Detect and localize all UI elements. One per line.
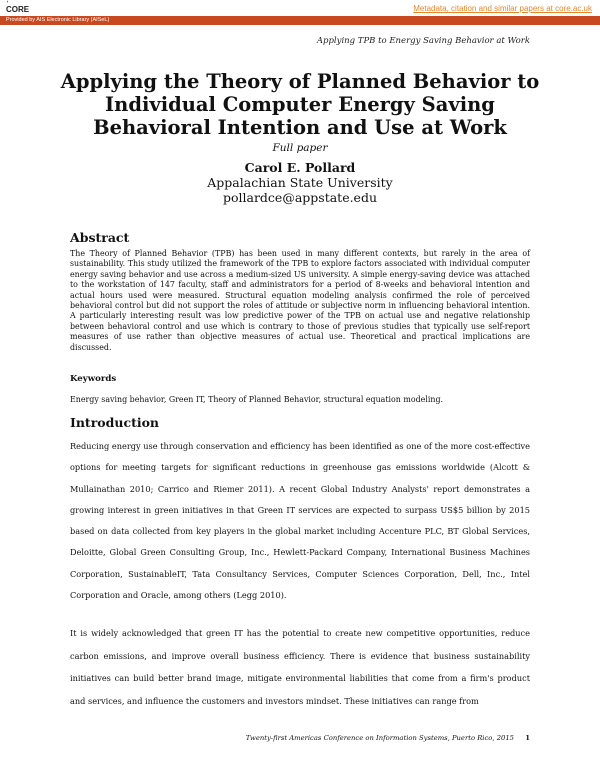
provided-by-banner: Provided by AIS Electronic Library (AISeL) bbox=[0, 16, 600, 25]
paper-type: Full paper bbox=[272, 142, 328, 154]
author-email: pollardce@appstate.edu bbox=[222, 190, 378, 205]
keywords-text: Energy saving behavior, Green IT, Theory of Planned Behavior, structural equation modeling. bbox=[70, 395, 444, 404]
core-metadata-link[interactable]: Metadata, citation and similar papers at core.ac.uk bbox=[413, 4, 592, 13]
keywords-heading: Keywords bbox=[70, 374, 117, 384]
intro-paragraph-2: It is widely acknowledged that green IT has the potential to create new competitive opportunities, reduce carbon emissions, and improve overall business efficiency. There is evidence that business sustainability initiatives can build better brand image, mitigate environmental liabilities that come from a firm's product and services, and influence the customers and investors mindset. These initiatives can range from bbox=[70, 628, 530, 706]
page-number: 1 bbox=[525, 734, 530, 742]
core-logo-text: CORE bbox=[6, 5, 30, 14]
core-header-bar bbox=[0, 0, 600, 16]
intro-paragraph-1: Reducing energy use through conservation and efficiency has been identified as one of the more cost-effective options for meeting targets for significant reductions in greenhouse gas emissions worldwide (Alcott & Mullainathan 2010; Carrico and Riemer 2011). A recent Global Industry Analysts' report demonstrates a growing interest in green initiatives in that Green IT services are expected to surpass US$5 billion by 2015 based on data collected from key players in the global market including Accenture PLC, BT Global Services, Deloitte, Global Green Consulting Group, Inc., Hewlett-Packard Company, International Business Machines Corporation, SustainableIT, Tata Consultancy Services, Computer Sciences Corporation, Dell, Inc., Intel Corporation and Oracle, among others (Legg 2010). bbox=[70, 441, 530, 601]
author-affiliation: Appalachian State University bbox=[207, 175, 393, 190]
footer-conference: Twenty-first Americas Conference on Information Systems, Puerto Rico, 2015 bbox=[245, 734, 514, 742]
author-name: Carol E. Pollard bbox=[244, 160, 356, 175]
core-logo[interactable] bbox=[6, 1, 29, 14]
paper-title: Applying the Theory of Planned Behavior to Individual Computer Energy Saving Behavioral Intention and Use at Work bbox=[60, 70, 540, 139]
abstract-heading: Abstract bbox=[70, 230, 130, 245]
abstract-text: The Theory of Planned Behavior (TPB) has been used in many different contexts, but rarely in the area of sustainability. This study utilized the framework of the TPB to explore factors associated with individual computer energy saving behavior and use across a medium-sized US university. A simple energy-saving device was attached to the workstation of 147 faculty, staff and administrators for a period of 8-weeks and behavioral intention and actual hours used were measured. Structural equation modeling analysis confirmed the role of perceived behavioral control but did not support the roles of attitude or subjective norm in influencing behavioral intention. A particularly interesting result was low predictive power of the TPB on actual use and negative relationship between behavioral control and use which is contrary to those of previous studies that typically use self-report measures of use rather than objective measures of actual use. Theoretical and practical implications are discussed. bbox=[70, 249, 530, 352]
core-logo-mark-icon: ◖ bbox=[6, 0, 10, 5]
running-head: Applying TPB to Energy Saving Behavior at Work bbox=[316, 36, 530, 46]
introduction-heading: Introduction bbox=[70, 415, 160, 430]
